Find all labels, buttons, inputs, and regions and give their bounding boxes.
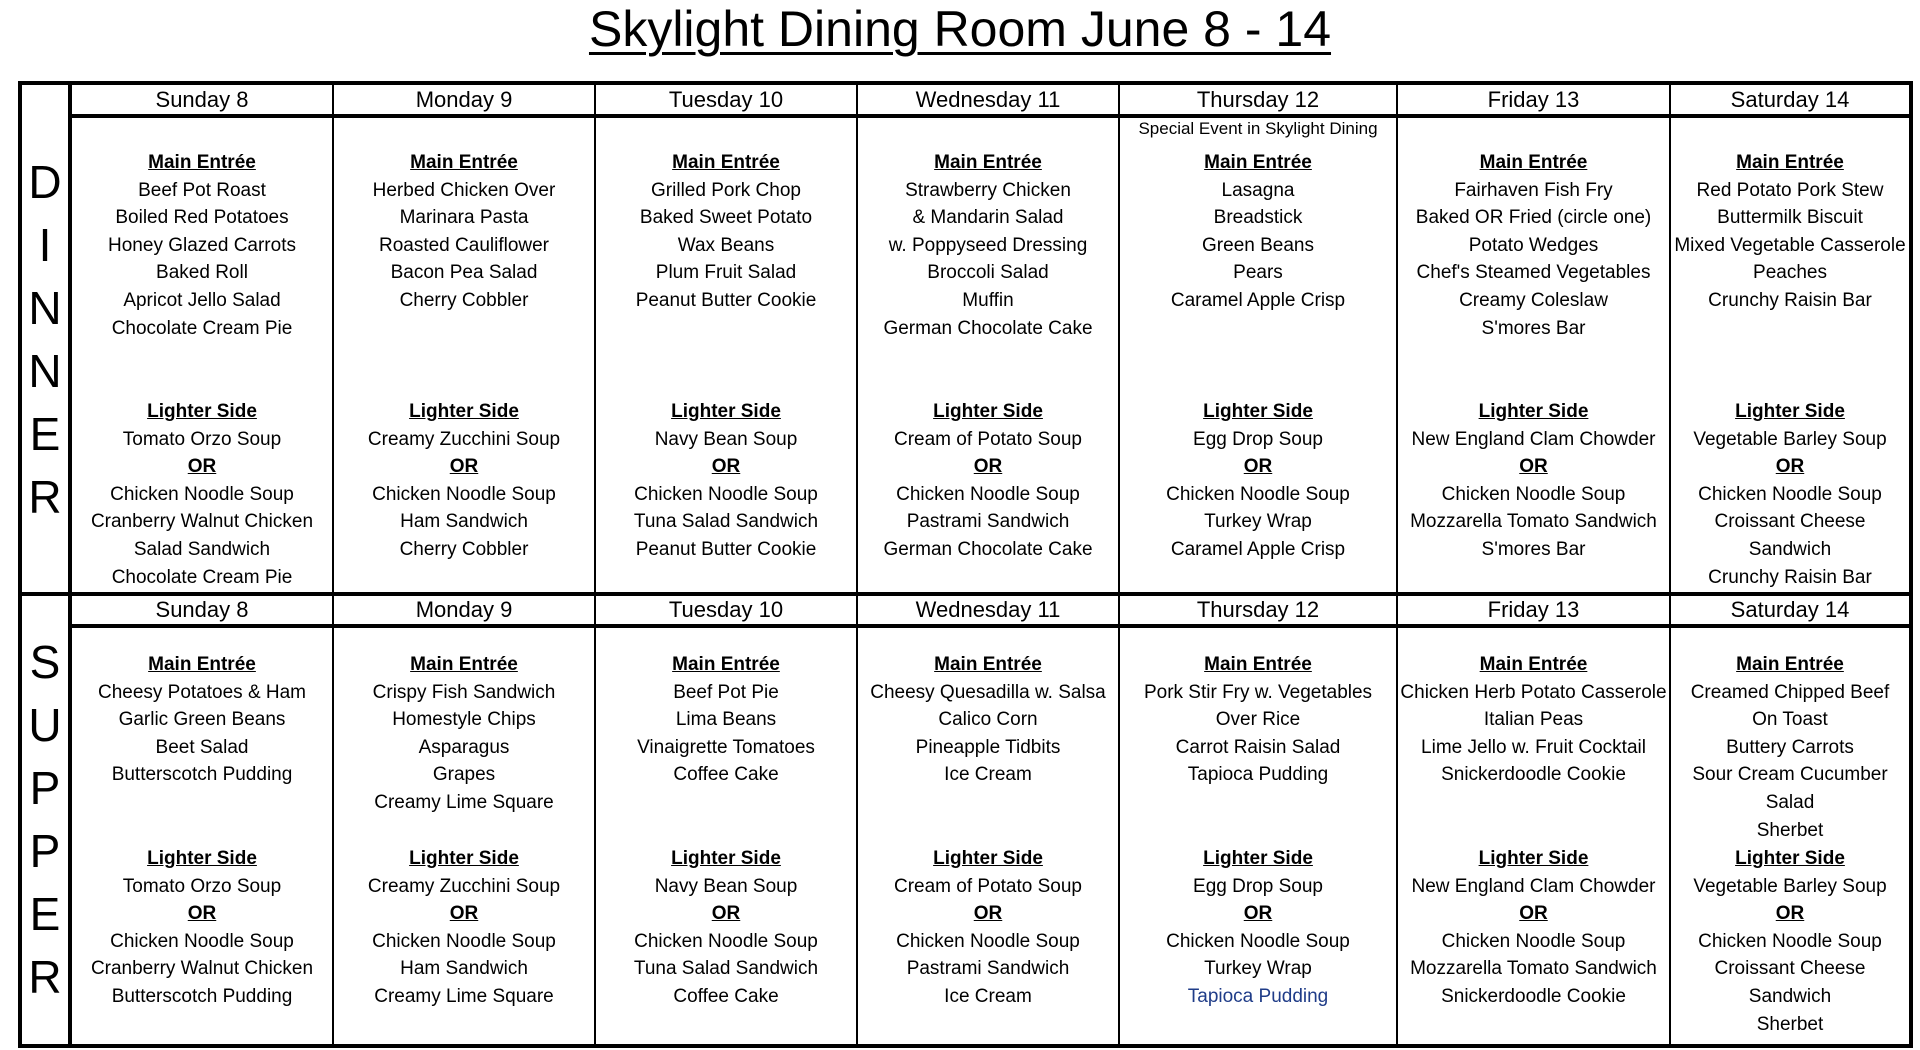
lighter-side-heading: Lighter Side xyxy=(1735,848,1845,869)
lighter-side-heading: Lighter Side xyxy=(933,401,1043,422)
soup-option: Chicken Noodle Soup xyxy=(1698,930,1882,952)
soup-option: Chicken Noodle Soup xyxy=(110,483,294,505)
menu-item: Chef's Steamed Vegetables xyxy=(1416,262,1651,284)
main-entree-heading: Main Entrée xyxy=(1479,654,1588,675)
menu-item: Mixed Vegetable Casserole xyxy=(1674,234,1906,256)
soup-option: Navy Bean Soup xyxy=(654,428,798,450)
lighter-side-heading: Lighter Side xyxy=(671,848,781,869)
lighter-side-heading: Lighter Side xyxy=(147,401,257,422)
soup-option: Egg Drop Soup xyxy=(1193,428,1323,450)
menu-item: Croissant Cheese Sandwich xyxy=(1714,958,1866,1007)
lighter-side-heading: Lighter Side xyxy=(1478,401,1589,422)
menu-item: Snickerdoodle Cookie xyxy=(1441,764,1626,786)
soup-option: Chicken Noodle Soup xyxy=(110,930,294,952)
menu-item: Ice Cream xyxy=(944,764,1032,786)
menu-item: Snickerdoodle Cookie xyxy=(1441,985,1626,1007)
menu-item: Muffin xyxy=(962,289,1014,311)
dinner-day-column xyxy=(72,85,334,595)
supper-day-column xyxy=(596,595,858,1044)
menu-item: Bacon Pea Salad xyxy=(390,262,538,284)
menu-item: Chicken Herb Potato Casserole xyxy=(1400,681,1667,703)
dinner-section xyxy=(22,85,1909,595)
soup-option: New England Clam Chowder xyxy=(1411,875,1656,897)
supper-day-column xyxy=(334,595,596,1044)
lighter-side-heading: Lighter Side xyxy=(671,401,781,422)
menu-item: Cherry Cobbler xyxy=(399,289,529,311)
menu-item: Mozzarella Tomato Sandwich xyxy=(1410,958,1657,980)
menu-item: Salad Sandwich xyxy=(133,538,271,560)
soup-option: Chicken Noodle Soup xyxy=(372,483,556,505)
soup-option: Tomato Orzo Soup xyxy=(122,875,282,897)
soup-option: Chicken Noodle Soup xyxy=(1166,930,1350,952)
supper-day-column xyxy=(1398,595,1671,1044)
soup-option: Chicken Noodle Soup xyxy=(634,483,818,505)
menu-item: Tapioca Pudding xyxy=(1187,985,1329,1007)
day-header: Monday 9 xyxy=(334,85,594,118)
or-label: OR xyxy=(973,456,1003,478)
or-label: OR xyxy=(187,903,217,925)
soup-option: Tomato Orzo Soup xyxy=(122,428,282,450)
day-header: Thursday 12 xyxy=(1120,85,1396,118)
menu-item: Plum Fruit Salad xyxy=(655,262,797,284)
lighter-side-block xyxy=(334,845,594,1011)
main-entree-block xyxy=(596,149,856,315)
menu-item: Tuna Salad Sandwich xyxy=(633,958,819,980)
menu-item: Crispy Fish Sandwich xyxy=(372,681,556,703)
soup-option: Chicken Noodle Soup xyxy=(1698,483,1882,505)
day-header: Friday 13 xyxy=(1398,595,1669,628)
menu-item: Roasted Cauliflower xyxy=(378,234,550,256)
supper-label-letter: E xyxy=(29,887,61,940)
supper-label-letter: U xyxy=(28,698,62,751)
main-entree-block xyxy=(858,149,1118,342)
dinner-day-column xyxy=(1120,85,1398,595)
menu-item: Butterscotch Pudding xyxy=(111,764,293,786)
lighter-side-block xyxy=(1120,398,1396,564)
soup-option: Chicken Noodle Soup xyxy=(1166,483,1350,505)
menu-item: Lasagna xyxy=(1221,179,1295,201)
or-label: OR xyxy=(973,903,1003,925)
supper-label-letter: P xyxy=(29,824,61,877)
menu-item: Lime Jello w. Fruit Cocktail xyxy=(1421,736,1646,758)
special-event-note: Special Event in Skylight Dining xyxy=(1138,119,1378,138)
main-entree-block xyxy=(72,149,332,342)
menu-item: Cranberry Walnut Chicken xyxy=(90,511,314,533)
menu-item: Asparagus xyxy=(418,736,510,758)
lighter-side-heading: Lighter Side xyxy=(147,848,257,869)
menu-item: S'mores Bar xyxy=(1481,317,1586,339)
lighter-side-block xyxy=(1398,845,1669,1011)
lighter-side-heading: Lighter Side xyxy=(409,401,519,422)
dinner-label-letter: D xyxy=(28,156,62,208)
lighter-side-block xyxy=(334,398,594,564)
menu-item: Peanut Butter Cookie xyxy=(635,538,817,560)
menu-item: Crunchy Raisin Bar xyxy=(1708,566,1872,588)
menu-item: Pears xyxy=(1233,262,1283,284)
menu-item: Tapioca Pudding xyxy=(1187,764,1329,786)
dinner-label-letter: R xyxy=(28,471,62,523)
dinner-day-column xyxy=(1398,85,1671,595)
lighter-side-block xyxy=(858,845,1118,1011)
or-label: OR xyxy=(449,456,479,478)
lighter-side-heading: Lighter Side xyxy=(1203,848,1313,869)
menu-item: Beef Pot Roast xyxy=(138,179,266,201)
menu-item: Boiled Red Potatoes xyxy=(115,207,289,229)
day-header: Tuesday 10 xyxy=(596,85,856,118)
menu-item: Marinara Pasta xyxy=(399,207,529,229)
soup-option: Creamy Zucchini Soup xyxy=(367,428,561,450)
menu-item: Caramel Apple Crisp xyxy=(1170,538,1346,560)
menu-item: Grilled Pork Chop xyxy=(651,179,801,201)
menu-item: Vinaigrette Tomatoes xyxy=(637,736,815,758)
dinner-side-label xyxy=(22,85,72,595)
menu-item: German Chocolate Cake xyxy=(883,317,1093,339)
or-label: OR xyxy=(1775,903,1805,925)
main-entree-heading: Main Entrée xyxy=(672,654,780,675)
main-entree-block xyxy=(1671,651,1909,844)
menu-item: Cherry Cobbler xyxy=(399,538,529,560)
menu-item: Sherbet xyxy=(1756,1013,1824,1035)
menu-item: Herbed Chicken Over xyxy=(372,179,556,201)
menu-item: Mozzarella Tomato Sandwich xyxy=(1410,511,1657,533)
main-entree-block xyxy=(1120,651,1396,789)
lighter-side-heading: Lighter Side xyxy=(1735,401,1845,422)
supper-day-column xyxy=(72,595,334,1044)
menu-item: Creamed Chipped Beef xyxy=(1690,681,1890,703)
lighter-side-heading: Lighter Side xyxy=(1203,401,1313,422)
soup-option: Egg Drop Soup xyxy=(1193,875,1323,897)
lighter-side-block xyxy=(1398,398,1669,564)
dinner-grid xyxy=(72,85,1909,595)
or-label: OR xyxy=(711,903,741,925)
main-entree-block xyxy=(596,651,856,789)
menu-item: Baked OR Fried (circle one) xyxy=(1415,207,1652,229)
lighter-side-block xyxy=(596,845,856,1011)
menu-item: Cheesy Potatoes & Ham xyxy=(97,681,307,703)
menu-table xyxy=(18,81,1913,1048)
soup-option: Creamy Zucchini Soup xyxy=(367,875,561,897)
supper-section xyxy=(22,595,1909,1044)
menu-item: Grapes xyxy=(432,764,496,786)
main-entree-heading: Main Entrée xyxy=(672,152,780,173)
menu-item: Peanut Butter Cookie xyxy=(635,289,817,311)
menu-item: Pineapple Tidbits xyxy=(915,736,1061,758)
menu-item: Turkey Wrap xyxy=(1204,958,1312,980)
menu-item: Peaches xyxy=(1753,262,1827,284)
menu-item: Croissant Cheese Sandwich xyxy=(1714,511,1866,560)
soup-option: Chicken Noodle Soup xyxy=(634,930,818,952)
menu-item: Coffee Cake xyxy=(673,764,779,786)
or-label: OR xyxy=(187,456,217,478)
menu-item: Garlic Green Beans xyxy=(118,709,286,731)
supper-label-letter: S xyxy=(29,635,61,688)
main-entree-heading: Main Entrée xyxy=(934,152,1042,173)
supper-day-column xyxy=(1120,595,1398,1044)
menu-item: Homestyle Chips xyxy=(392,709,536,731)
soup-option: Chicken Noodle Soup xyxy=(896,930,1080,952)
day-header: Sunday 8 xyxy=(72,595,332,628)
main-entree-block xyxy=(72,651,332,789)
menu-item: Creamy Lime Square xyxy=(374,985,554,1007)
menu-item: Ham Sandwich xyxy=(400,958,528,980)
soup-option: Vegetable Barley Soup xyxy=(1693,428,1887,450)
day-header: Wednesday 11 xyxy=(858,595,1118,628)
menu-item: Carrot Raisin Salad xyxy=(1175,736,1341,758)
dinner-day-column xyxy=(334,85,596,595)
lighter-side-block xyxy=(858,398,1118,564)
menu-item: Wax Beans xyxy=(677,234,775,256)
lighter-side-block xyxy=(72,398,332,591)
menu-item: Ice Cream xyxy=(944,985,1032,1007)
or-label: OR xyxy=(1775,456,1805,478)
menu-item: Tuna Salad Sandwich xyxy=(633,511,819,533)
lighter-side-heading: Lighter Side xyxy=(409,848,519,869)
or-label: OR xyxy=(1519,456,1548,478)
menu-item: Beet Salad xyxy=(155,736,249,758)
soup-option: Navy Bean Soup xyxy=(654,875,798,897)
dinner-day-column xyxy=(596,85,858,595)
day-header: Saturday 14 xyxy=(1671,85,1909,118)
menu-item: Pastrami Sandwich xyxy=(906,511,1070,533)
soup-option: Chicken Noodle Soup xyxy=(896,483,1080,505)
menu-item: Apricot Jello Salad xyxy=(123,289,281,311)
soup-option: Chicken Noodle Soup xyxy=(372,930,556,952)
menu-item: Buttery Carrots xyxy=(1726,736,1854,758)
main-entree-heading: Main Entrée xyxy=(148,152,256,173)
menu-item: Sherbet xyxy=(1756,819,1824,841)
lighter-side-block xyxy=(1671,398,1909,591)
main-entree-block xyxy=(858,651,1118,789)
main-entree-heading: Main Entrée xyxy=(1204,152,1312,173)
dinner-label-letter: N xyxy=(28,282,62,334)
main-entree-heading: Main Entrée xyxy=(1736,152,1844,173)
menu-item: Beef Pot Pie xyxy=(673,681,779,703)
menu-item: Lima Beans xyxy=(675,709,777,731)
main-entree-heading: Main Entrée xyxy=(1204,654,1312,675)
day-header: Monday 9 xyxy=(334,595,594,628)
or-label: OR xyxy=(1243,456,1273,478)
menu-item: S'mores Bar xyxy=(1481,538,1586,560)
lighter-side-block xyxy=(72,845,332,1011)
main-entree-heading: Main Entrée xyxy=(1479,152,1588,173)
menu-item: Pastrami Sandwich xyxy=(906,958,1070,980)
menu-item: Green Beans xyxy=(1202,234,1314,256)
menu-item: Over Rice xyxy=(1215,709,1301,731)
main-entree-heading: Main Entrée xyxy=(410,654,518,675)
main-entree-block xyxy=(1398,651,1669,789)
supper-side-label xyxy=(22,595,72,1044)
soup-option: Vegetable Barley Soup xyxy=(1693,875,1887,897)
menu-item: w. Poppyseed Dressing xyxy=(888,234,1088,256)
main-entree-block xyxy=(1120,149,1396,315)
menu-item: Honey Glazed Carrots xyxy=(108,234,296,256)
menu-item: Crunchy Raisin Bar xyxy=(1708,289,1872,311)
day-header: Thursday 12 xyxy=(1120,595,1396,628)
menu-item: Red Potato Pork Stew xyxy=(1696,179,1884,201)
menu-item: Baked Roll xyxy=(156,262,248,284)
day-header: Saturday 14 xyxy=(1671,595,1909,628)
day-header: Sunday 8 xyxy=(72,85,332,118)
or-label: OR xyxy=(1243,903,1273,925)
main-entree-block xyxy=(1398,149,1669,342)
menu-item: German Chocolate Cake xyxy=(883,538,1093,560)
supper-grid xyxy=(72,595,1909,1044)
dinner-label-letter: N xyxy=(28,345,62,397)
menu-item: Fairhaven Fish Fry xyxy=(1454,179,1613,201)
menu-item: Sour Cream Cucumber Salad xyxy=(1692,764,1888,813)
menu-item: Coffee Cake xyxy=(673,985,779,1007)
or-label: OR xyxy=(1519,903,1548,925)
menu-item: Cranberry Walnut Chicken xyxy=(90,958,314,980)
menu-item: & Mandarin Salad xyxy=(912,207,1064,229)
menu-item: Breadstick xyxy=(1213,207,1303,229)
page-title: Skylight Dining Room June 8 - 14 xyxy=(588,1,1332,57)
lighter-side-block xyxy=(1671,845,1909,1038)
day-header: Tuesday 10 xyxy=(596,595,856,628)
dinner-label-letter: I xyxy=(38,219,52,271)
soup-option: Cream of Potato Soup xyxy=(894,428,1082,450)
dinner-label-letter: E xyxy=(29,408,61,460)
lighter-side-heading: Lighter Side xyxy=(933,848,1043,869)
menu-item: Broccoli Salad xyxy=(927,262,1049,284)
day-header: Friday 13 xyxy=(1398,85,1669,118)
dinner-day-column xyxy=(1671,85,1909,595)
supper-day-column xyxy=(1671,595,1909,1044)
main-entree-block xyxy=(1671,149,1909,315)
lighter-side-block xyxy=(1120,845,1396,1011)
menu-item: Creamy Lime Square xyxy=(374,791,554,813)
lighter-side-heading: Lighter Side xyxy=(1478,848,1589,869)
menu-item: Calico Corn xyxy=(938,709,1038,731)
dinner-day-column xyxy=(858,85,1120,595)
menu-item: Strawberry Chicken xyxy=(905,179,1071,201)
menu-item: Chocolate Cream Pie xyxy=(111,566,293,588)
menu-item: Italian Peas xyxy=(1483,709,1584,731)
supper-label-letter: R xyxy=(28,950,62,1003)
menu-item: Baked Sweet Potato xyxy=(639,207,813,229)
main-entree-block xyxy=(334,149,594,315)
menu-item: Buttermilk Biscuit xyxy=(1717,207,1863,229)
menu-item: Potato Wedges xyxy=(1468,234,1599,256)
menu-item: On Toast xyxy=(1752,709,1828,731)
menu-item: Turkey Wrap xyxy=(1204,511,1312,533)
menu-item: Creamy Coleslaw xyxy=(1459,289,1608,311)
lighter-side-block xyxy=(596,398,856,564)
or-label: OR xyxy=(449,903,479,925)
supper-day-column xyxy=(858,595,1120,1044)
supper-label-letter: P xyxy=(29,761,61,814)
menu-item: Caramel Apple Crisp xyxy=(1170,289,1346,311)
soup-option: New England Clam Chowder xyxy=(1411,428,1656,450)
main-entree-block xyxy=(334,651,594,817)
menu-item: Chocolate Cream Pie xyxy=(111,317,293,339)
soup-option: Chicken Noodle Soup xyxy=(1441,930,1626,952)
main-entree-heading: Main Entrée xyxy=(148,654,256,675)
menu-item: Cheesy Quesadilla w. Salsa xyxy=(870,681,1106,703)
menu-item: Pork Stir Fry w. Vegetables xyxy=(1143,681,1373,703)
or-label: OR xyxy=(711,456,741,478)
soup-option: Cream of Potato Soup xyxy=(894,875,1082,897)
main-entree-heading: Main Entrée xyxy=(410,152,518,173)
menu-item: Butterscotch Pudding xyxy=(111,985,293,1007)
main-entree-heading: Main Entrée xyxy=(934,654,1042,675)
menu-item: Ham Sandwich xyxy=(400,511,528,533)
day-header: Wednesday 11 xyxy=(858,85,1118,118)
soup-option: Chicken Noodle Soup xyxy=(1441,483,1626,505)
main-entree-heading: Main Entrée xyxy=(1736,654,1844,675)
